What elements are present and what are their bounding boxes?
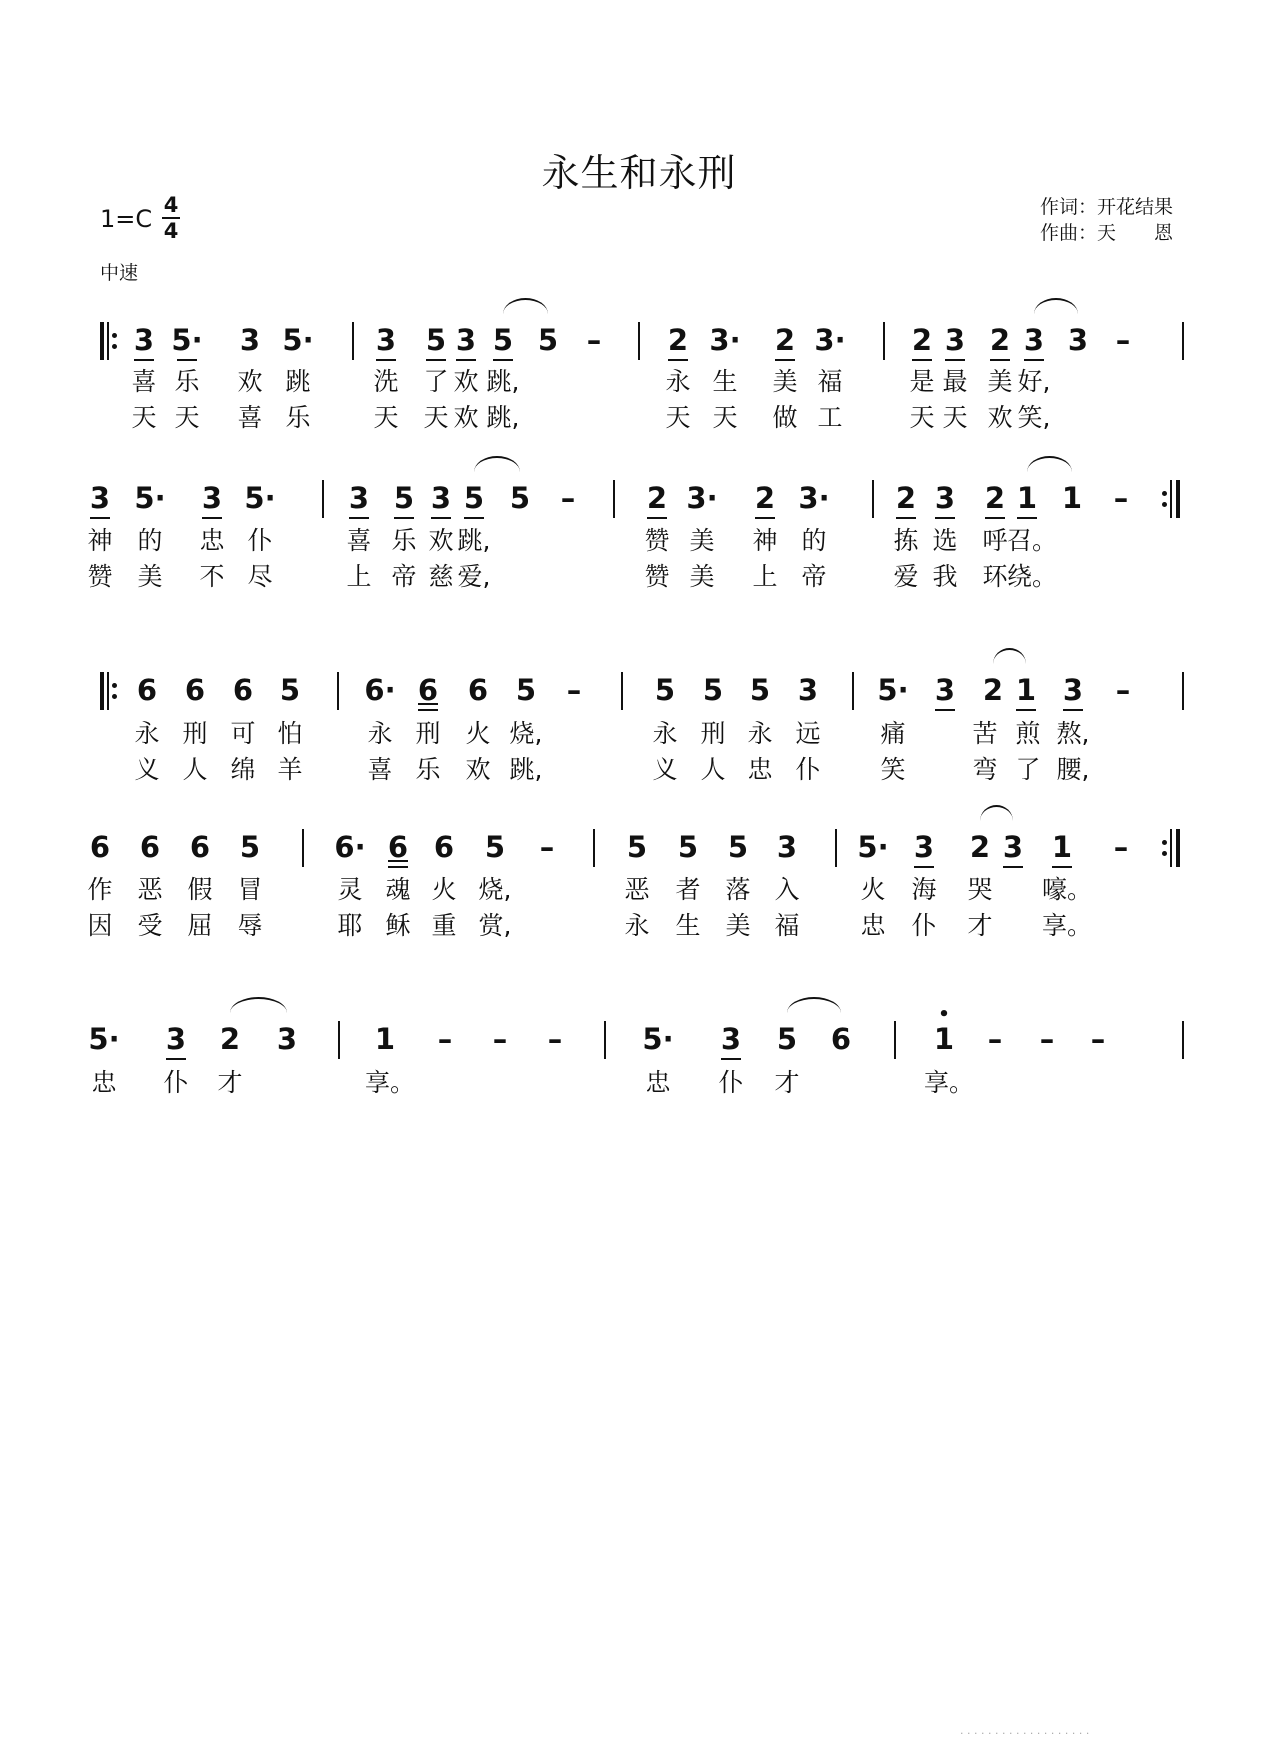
lyric-char: 了 xyxy=(423,367,449,396)
barline xyxy=(604,1021,606,1059)
note: 2 xyxy=(982,673,1004,707)
note: 1 xyxy=(1008,672,1044,708)
lyric-char: 永 xyxy=(652,719,678,748)
lyric-char: 享。 xyxy=(924,1068,975,1097)
lyric-char: 生 xyxy=(712,367,738,396)
lyric-char: 喜 xyxy=(346,526,372,555)
lyric-char: 工 xyxy=(817,403,843,432)
repeat-end xyxy=(1162,829,1182,867)
lyric-char: 天 xyxy=(131,403,157,432)
note: 1 xyxy=(1044,829,1080,865)
lyric-char: 福 xyxy=(817,367,843,396)
note: 5 xyxy=(727,830,749,864)
lyric-char: 慈 xyxy=(428,562,454,591)
note: 3 xyxy=(341,480,377,516)
lyric-char: 笑, xyxy=(1017,403,1051,432)
tie-arc xyxy=(474,456,520,472)
dash-extension: – xyxy=(492,1022,508,1056)
note: 5 xyxy=(456,480,492,516)
dash-extension: – xyxy=(547,1022,563,1056)
barline xyxy=(1182,1021,1184,1059)
lyric-char: 是 xyxy=(909,367,935,396)
lyric-char: 才 xyxy=(967,911,993,940)
repeat-end xyxy=(1162,480,1182,518)
dash-extension: – xyxy=(1115,323,1131,357)
note: 2 xyxy=(639,480,675,516)
lyric-char: 辱 xyxy=(237,911,263,940)
lyric-char: 作 xyxy=(87,875,113,904)
barline xyxy=(835,829,837,867)
lyric-char: 魂 xyxy=(385,875,411,904)
lyric-char: 的 xyxy=(137,526,163,555)
lyric-char: 赏, xyxy=(478,911,512,940)
lyric-char: 美 xyxy=(725,911,751,940)
lyric-char: 乐 xyxy=(285,403,311,432)
note: 3 xyxy=(239,323,261,357)
note: 3 xyxy=(448,322,484,358)
barline xyxy=(638,322,640,360)
note: 2 xyxy=(969,830,991,864)
note: 5· xyxy=(169,322,205,358)
tempo-marking: 中速 xyxy=(100,262,139,284)
barline xyxy=(613,480,615,518)
lyric-char: 灵 xyxy=(337,875,363,904)
note: 6 xyxy=(232,673,254,707)
lyric-char: 赞 xyxy=(87,562,113,591)
lyric-char: 刑 xyxy=(415,719,441,748)
lyric-char: 远 xyxy=(795,719,821,748)
lyric-char: 不 xyxy=(199,562,225,591)
lyric-char: 绵 xyxy=(230,755,256,784)
lyric-char: 火 xyxy=(860,875,886,904)
lyric-char: 烧, xyxy=(509,719,543,748)
note: 5 xyxy=(279,673,301,707)
lyric-char: 永 xyxy=(747,719,773,748)
note: 6 xyxy=(189,830,211,864)
tie-arc xyxy=(787,997,841,1013)
lyric-char: 美 xyxy=(772,367,798,396)
note: 3· xyxy=(798,481,830,515)
lyric-char: 上 xyxy=(752,562,778,591)
lyric-char: 仆 xyxy=(163,1068,189,1097)
lyric-char: 跳, xyxy=(486,367,520,396)
lyric-char: 忠 xyxy=(860,911,886,940)
note: 5· xyxy=(244,481,276,515)
lyric-char: 跳, xyxy=(486,403,520,432)
lyric-char: 尽 xyxy=(247,562,273,591)
note: 2 xyxy=(982,322,1018,358)
lyric-char: 天 xyxy=(712,403,738,432)
lyric-char: 天 xyxy=(423,403,449,432)
note: 6 xyxy=(136,673,158,707)
barline xyxy=(352,322,354,360)
lyric-char: 忠 xyxy=(199,526,225,555)
lyric-char: 义 xyxy=(134,755,160,784)
note: 6· xyxy=(364,673,396,707)
note: 6 xyxy=(830,1022,852,1056)
repeat-start xyxy=(100,672,120,710)
dash-extension: – xyxy=(1113,481,1129,515)
note: 3 xyxy=(126,322,162,358)
note: 3 xyxy=(713,1021,749,1057)
lyric-char: 刑 xyxy=(700,719,726,748)
lyric-char: 仆 xyxy=(718,1068,744,1097)
lyric-char: 天 xyxy=(174,403,200,432)
lyric-char: 爱, xyxy=(457,562,491,591)
barline xyxy=(1182,322,1184,360)
time-signature-top: 4 xyxy=(163,193,179,217)
note: 3 xyxy=(776,830,798,864)
lyric-char: 痛 xyxy=(880,719,906,748)
lyric-char: 苦 xyxy=(972,719,998,748)
note: 5· xyxy=(857,830,889,864)
note: 3· xyxy=(709,323,741,357)
lyric-char: 福 xyxy=(774,911,800,940)
barline xyxy=(302,829,304,867)
lyric-char: 欢 xyxy=(453,367,479,396)
note: 5 xyxy=(386,480,422,516)
lyric-char: 永 xyxy=(134,719,160,748)
composer-credit: 作曲：天 恩 xyxy=(1040,222,1174,244)
note: 3 xyxy=(995,829,1031,865)
lyric-char: 欢 xyxy=(237,367,263,396)
lyric-char: 可 xyxy=(230,719,256,748)
lyric-char: 恶 xyxy=(624,875,650,904)
note: 6 xyxy=(89,830,111,864)
note: 5 xyxy=(509,481,531,515)
note: 6· xyxy=(334,830,366,864)
note: 1 xyxy=(374,1022,396,1056)
lyric-char: 才 xyxy=(774,1068,800,1097)
note: 5 xyxy=(239,830,261,864)
note: 5 xyxy=(626,830,648,864)
barline xyxy=(883,322,885,360)
note: 5 xyxy=(485,322,521,358)
lyric-char: 生 xyxy=(675,911,701,940)
lyric-char: 入 xyxy=(774,875,800,904)
note: 3 xyxy=(937,322,973,358)
lyric-char: 选 xyxy=(932,526,958,555)
lyric-char: 人 xyxy=(700,755,726,784)
lyric-char: 忠 xyxy=(91,1068,117,1097)
lyric-char: 欢 xyxy=(428,526,454,555)
lyric-char: 跳 xyxy=(285,367,311,396)
lyric-char: 赞 xyxy=(644,562,670,591)
lyric-char: 羊 xyxy=(277,755,303,784)
lyric-char: 嚎。 xyxy=(1042,875,1093,904)
lyric-char: 稣 xyxy=(385,911,411,940)
note: 5 xyxy=(776,1022,798,1056)
lyric-char: 跳, xyxy=(457,526,491,555)
note: 6 xyxy=(467,673,489,707)
dash-extension: – xyxy=(987,1022,1003,1056)
note: 2 xyxy=(977,480,1013,516)
lyric-char: 忠 xyxy=(747,755,773,784)
lyric-char: 绕。 xyxy=(1007,562,1058,591)
note: 2 xyxy=(219,1022,241,1056)
dash-extension: – xyxy=(560,481,576,515)
dash-extension: – xyxy=(539,830,555,864)
lyric-char: 者 xyxy=(675,875,701,904)
note: 3 xyxy=(423,480,459,516)
barline xyxy=(852,672,854,710)
dash-extension: – xyxy=(566,673,582,707)
lyric-char: 仆 xyxy=(247,526,273,555)
lyric-char: 哭 xyxy=(967,875,993,904)
lyric-char: 做 xyxy=(772,403,798,432)
lyric-char: 乐 xyxy=(174,367,200,396)
note: 5 xyxy=(515,673,537,707)
note: 3 xyxy=(1055,672,1091,708)
note: 3 xyxy=(1016,322,1052,358)
lyric-char: 美 xyxy=(987,367,1013,396)
note: 1 xyxy=(1061,481,1083,515)
lyric-char: 喜 xyxy=(367,755,393,784)
lyric-char: 人 xyxy=(182,755,208,784)
tie-arc xyxy=(1034,298,1078,314)
lyric-char: 呼 xyxy=(982,526,1008,555)
note: 5 xyxy=(677,830,699,864)
lyric-char: 神 xyxy=(752,526,778,555)
lyric-char: 跳, xyxy=(509,755,543,784)
lyric-char: 上 xyxy=(346,562,372,591)
note: 2 xyxy=(660,322,696,358)
lyric-char: 美 xyxy=(689,562,715,591)
note: 1 xyxy=(1009,480,1045,516)
note: 6 xyxy=(410,672,446,708)
lyric-char: 帝 xyxy=(801,562,827,591)
lyricist-credit: 作词：开花结果 xyxy=(1040,196,1174,218)
barline xyxy=(621,672,623,710)
lyric-char: 永 xyxy=(665,367,691,396)
dash-extension: – xyxy=(1039,1022,1055,1056)
lyric-char: 享。 xyxy=(1042,911,1093,940)
lyric-char: 义 xyxy=(652,755,678,784)
octave-dot: • xyxy=(938,1004,950,1025)
note: 3 xyxy=(158,1021,194,1057)
lyric-char: 烧, xyxy=(478,875,512,904)
lyric-char: 假 xyxy=(187,875,213,904)
lyric-char: 喜 xyxy=(131,367,157,396)
lyric-char: 拣 xyxy=(893,526,919,555)
lyric-char: 才 xyxy=(217,1068,243,1097)
song-title: 永生和永刑 xyxy=(541,151,737,195)
note: 5· xyxy=(88,1022,120,1056)
note: 1 • xyxy=(926,1021,962,1057)
note: 3· xyxy=(686,481,718,515)
lyric-char: 耶 xyxy=(337,911,363,940)
note: 3 xyxy=(927,672,963,708)
note: 3 xyxy=(797,673,819,707)
lyric-char: 天 xyxy=(665,403,691,432)
note: 5 xyxy=(749,673,771,707)
lyric-char: 因 xyxy=(87,911,113,940)
note: 5· xyxy=(642,1022,674,1056)
lyric-char: 火 xyxy=(465,719,491,748)
lyric-char: 帝 xyxy=(391,562,417,591)
key-signature: 1=C xyxy=(100,205,153,233)
lyric-char: 乐 xyxy=(391,526,417,555)
note: 5 xyxy=(654,673,676,707)
note: 5 xyxy=(537,323,559,357)
lyric-char: 天 xyxy=(909,403,935,432)
tie-arc xyxy=(1027,456,1072,472)
note: 5 xyxy=(418,322,454,358)
lyric-char: 环 xyxy=(982,562,1008,591)
note: 6 xyxy=(184,673,206,707)
tie-arc xyxy=(980,805,1013,821)
note: 6 xyxy=(433,830,455,864)
note: 3 xyxy=(276,1022,298,1056)
note: 2 xyxy=(767,322,803,358)
repeat-start xyxy=(100,322,120,360)
note: 6 xyxy=(139,830,161,864)
lyric-char: 最 xyxy=(942,367,968,396)
lyric-char: 腰, xyxy=(1056,755,1090,784)
note: 5 xyxy=(702,673,724,707)
lyric-char: 煎 xyxy=(1015,719,1041,748)
lyric-char: 屈 xyxy=(187,911,213,940)
lyric-char: 洗 xyxy=(373,367,399,396)
lyric-char: 了 xyxy=(1015,755,1041,784)
lyric-char: 乐 xyxy=(415,755,441,784)
lyric-char: 火 xyxy=(431,875,457,904)
time-signature xyxy=(160,193,182,243)
lyric-char: 享。 xyxy=(365,1068,416,1097)
barline xyxy=(322,480,324,518)
lyric-char: 召。 xyxy=(1007,526,1058,555)
lyric-char: 欢 xyxy=(465,755,491,784)
dash-extension: – xyxy=(1115,673,1131,707)
lyric-char: 仆 xyxy=(911,911,937,940)
lyric-char: 弯 xyxy=(972,755,998,784)
lyric-char: 冒 xyxy=(237,875,263,904)
dash-extension: – xyxy=(1090,1022,1106,1056)
note: 2 xyxy=(904,322,940,358)
lyric-char: 忠 xyxy=(645,1068,671,1097)
lyric-char: 受 xyxy=(137,911,163,940)
tie-arc xyxy=(993,648,1026,664)
note: 3 xyxy=(368,322,404,358)
lyric-char: 爱 xyxy=(893,562,919,591)
lyric-char: 怕 xyxy=(277,719,303,748)
lyric-char: 的 xyxy=(801,526,827,555)
lyric-char: 永 xyxy=(367,719,393,748)
dash-extension: – xyxy=(586,323,602,357)
barline xyxy=(337,672,339,710)
barline xyxy=(894,1021,896,1059)
lyric-char: 神 xyxy=(87,526,113,555)
lyric-char: 我 xyxy=(932,562,958,591)
note: 2 xyxy=(747,480,783,516)
lyric-char: 欢 xyxy=(987,403,1013,432)
lyric-char: 笑 xyxy=(880,755,906,784)
lyric-char: 好, xyxy=(1017,367,1051,396)
lyric-char: 恶 xyxy=(137,875,163,904)
lyric-char: 重 xyxy=(431,911,457,940)
lyric-char: 熬, xyxy=(1056,719,1090,748)
lyric-char: 美 xyxy=(689,526,715,555)
note: 3· xyxy=(814,323,846,357)
lyric-char: 落 xyxy=(725,875,751,904)
dash-extension: – xyxy=(437,1022,453,1056)
note: 3 xyxy=(927,480,963,516)
note: 6 xyxy=(380,829,416,865)
time-signature-bottom: 4 xyxy=(163,219,179,243)
note: 5· xyxy=(282,323,314,357)
lyric-char: 美 xyxy=(137,562,163,591)
barline xyxy=(872,480,874,518)
lyric-char: 天 xyxy=(373,403,399,432)
lyric-char: 刑 xyxy=(182,719,208,748)
lyric-char: 赞 xyxy=(644,526,670,555)
note: 3 xyxy=(82,480,118,516)
lyric-char: 永 xyxy=(624,911,650,940)
tie-arc xyxy=(503,298,548,314)
lyric-char: 海 xyxy=(911,875,937,904)
barline xyxy=(338,1021,340,1059)
note: 3 xyxy=(1067,323,1089,357)
watermark: · · · · · · · · · · · · · · · · · · · xyxy=(960,1727,1090,1740)
lyric-char: 喜 xyxy=(237,403,263,432)
lyric-char: 欢 xyxy=(453,403,479,432)
note: 3 xyxy=(906,829,942,865)
note: 5 xyxy=(484,830,506,864)
dash-extension: – xyxy=(1113,830,1129,864)
note: 5· xyxy=(877,673,909,707)
note: 2 xyxy=(888,480,924,516)
tie-arc xyxy=(230,997,287,1013)
note: 3 xyxy=(194,480,230,516)
barline xyxy=(593,829,595,867)
barline xyxy=(1182,672,1184,710)
note: 5· xyxy=(134,481,166,515)
lyric-char: 仆 xyxy=(795,755,821,784)
lyric-char: 天 xyxy=(942,403,968,432)
